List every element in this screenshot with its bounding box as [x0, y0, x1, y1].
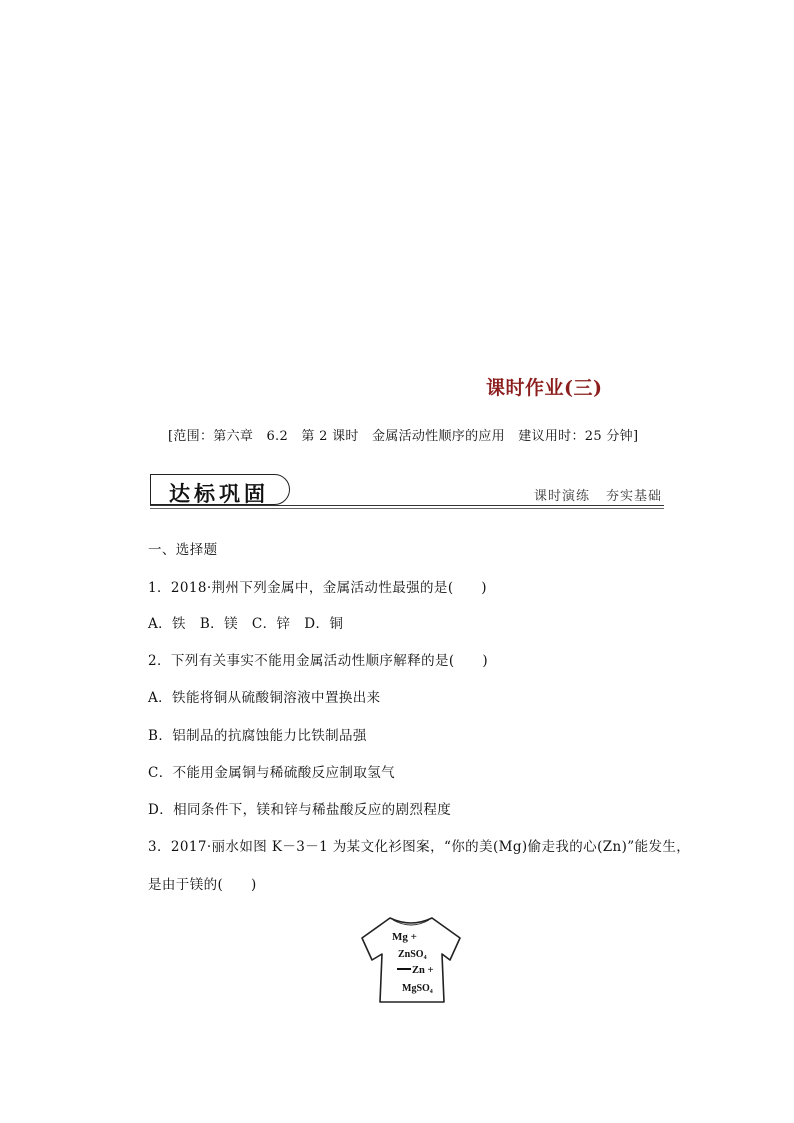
question-2-option-c: C．不能用金属铜与稀硫酸反应制取氢气	[148, 765, 396, 781]
banner-badge-text: 达标巩固	[169, 482, 269, 506]
question-1-options: A．铁 B．镁 C．锌 D．铜	[148, 616, 344, 632]
banner-rule-thin	[150, 508, 664, 509]
figure-line-3: Zn +	[412, 965, 434, 976]
slogan-part-1: 课时演练	[533, 489, 590, 504]
figure-line-2-sub: 4	[423, 955, 427, 961]
section-heading: 一、选择题	[148, 542, 218, 558]
figure-line-4-sub: 4	[429, 989, 433, 995]
question-2-option-d: D．相同条件下，镁和锌与稀盐酸反应的剧烈程度	[148, 802, 452, 818]
banner-slogan	[534, 485, 662, 504]
figure-line-4-main: MgSO	[402, 983, 430, 994]
scope-line: [范围：第六章 6.2 第 2 课时 金属活动性顺序的应用 建议用时：25 分钟]	[168, 429, 639, 444]
banner-badge	[150, 474, 290, 505]
question-2-stem: 2．下列有关事实不能用金属活动性顺序解释的是( )	[148, 653, 489, 669]
slogan-part-2: 夯实基础	[605, 489, 662, 504]
t-shirt-figure	[360, 912, 462, 1004]
figure-line-2-main: ZnSO	[398, 949, 424, 960]
figure-line-1: Mg +	[392, 931, 417, 943]
question-2-option-a: A．铁能将铜从硫酸铜溶液中置换出来	[148, 690, 381, 706]
question-1-stem: 1．2018·荆州下列金属中，金属活动性最强的是( )	[148, 580, 487, 596]
worksheet-title: 课时作业(三)	[486, 377, 603, 399]
question-3-stem-continued: 是由于镁的( )	[148, 877, 257, 893]
banner-rule	[150, 505, 664, 506]
question-3-stem: 3．2017·丽水如图 K－3－1 为某文化衫图案，“你的美(Mg)偷走我的心(Zn)”能发生，	[148, 839, 691, 855]
question-2-option-b: B．铝制品的抗腐蚀能力比铁制品强	[148, 728, 367, 744]
figure-line-4	[402, 983, 433, 995]
section-banner	[150, 474, 664, 510]
figure-line-2	[398, 949, 427, 961]
